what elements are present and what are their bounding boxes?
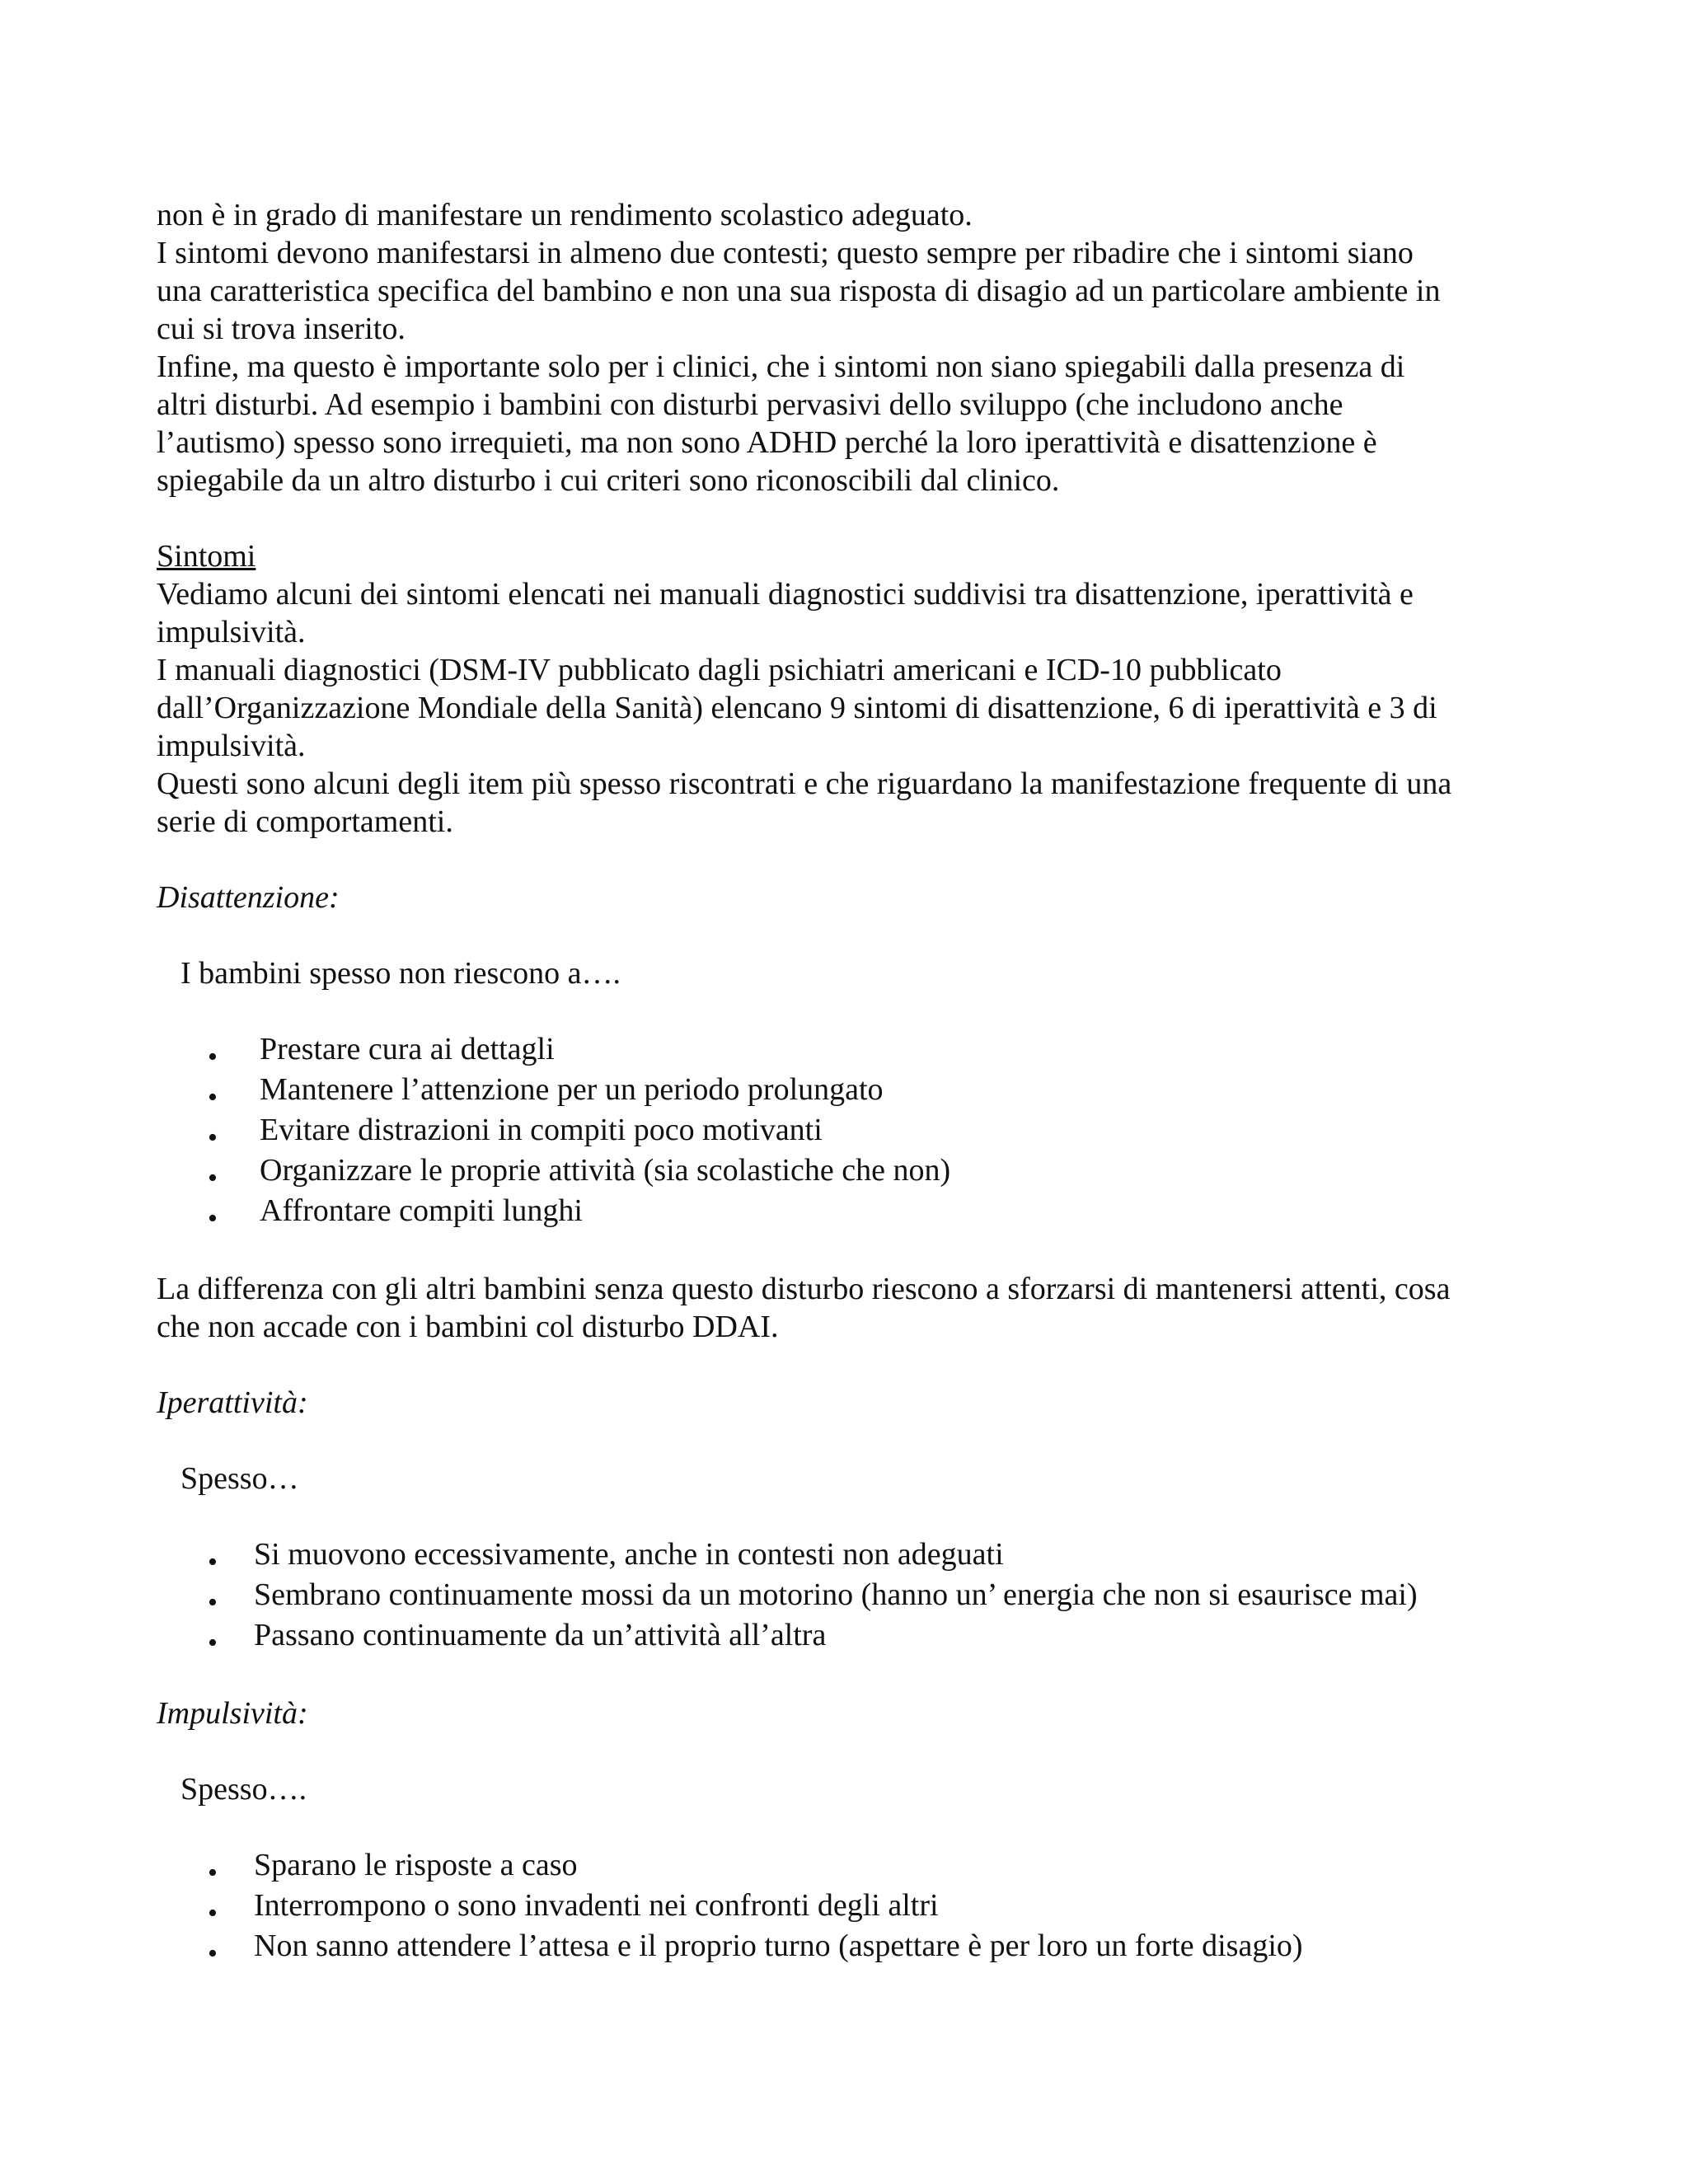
text-line: I sintomi devono manifestarsi in almeno due contesti; questo sempre per ribadire che i sintomi siano: [157, 236, 1414, 270]
section-intro: I bambini spesso non riescono a….: [181, 956, 621, 991]
bullet-icon: •: [208, 1042, 218, 1072]
bullet-list-impulsivita: [157, 1846, 1558, 1967]
text-line: che non accade con i bambini col disturbo DDAI.: [157, 1310, 779, 1344]
bullet-icon: •: [208, 1547, 218, 1577]
section-heading-impulsivita: Impulsività:: [157, 1696, 308, 1731]
text-line: impulsività.: [157, 615, 306, 649]
section-disattenzione: [157, 879, 1558, 1346]
bullet-icon: •: [208, 1898, 218, 1929]
text-line: impulsività.: [157, 729, 306, 763]
bullet-icon: •: [208, 1163, 218, 1193]
paragraph-criteria: [157, 196, 1558, 499]
text-line: La differenza con gli altri bambini senza questo disturbo riescono a sforzarsi di mantenersi attenti, cosa: [157, 1272, 1451, 1306]
section-sintomi: [157, 537, 1558, 841]
text-line: dall’Organizzazione Mondiale della Sanità) elencano 9 sintomi di disattenzione, 6 di iperattività e 3 di: [157, 691, 1437, 725]
document-page: [157, 196, 1558, 1967]
text-line: Questi sono alcuni degli item più spesso riscontrati e che riguardano la manifestazione frequente di una: [157, 766, 1452, 801]
bullet-icon: •: [208, 1628, 218, 1658]
list-item-text: Sembrano continuamente mossi da un motorino (hanno un’ energia che non si esaurisce mai): [254, 1577, 1418, 1612]
list-item: [157, 1030, 1558, 1071]
bullet-list-disattenzione: [157, 1030, 1558, 1232]
list-item: [157, 1192, 1558, 1232]
bullet-icon: •: [208, 1587, 218, 1618]
list-item: [157, 1535, 1558, 1576]
text-line: cui si trova inserito.: [157, 312, 406, 346]
text-line: I manuali diagnostici (DSM-IV pubblicato dagli psichiatri americani e ICD-10 pubblicato: [157, 653, 1282, 687]
list-item-text: Sparano le risposte a caso: [254, 1848, 578, 1882]
list-item-text: Mantenere l’attenzione per un periodo prolungato: [260, 1072, 884, 1107]
list-item-text: Interrompono o sono invadenti nei confronti degli altri: [254, 1888, 939, 1923]
text-line: l’autismo) spesso sono irrequieti, ma non sono ADHD perché la loro iperattività e disattenzione è: [157, 425, 1377, 460]
list-item-text: Evitare distrazioni in compiti poco motivanti: [260, 1113, 823, 1147]
list-item-text: Organizzare le proprie attività (sia scolastiche che non): [260, 1153, 951, 1188]
text-line: una caratteristica specifica del bambino e non una sua risposta di disagio ad un particolare ambiente in: [157, 274, 1441, 308]
bullet-icon: •: [208, 1122, 218, 1153]
bullet-icon: •: [208, 1938, 218, 1969]
section-iperattivita: [157, 1384, 1558, 1657]
text-line: altri disturbi. Ad esempio i bambini con disturbi pervasivi dello sviluppo (che includono anche: [157, 387, 1343, 422]
text-line: non è in grado di manifestare un rendimento scolastico adeguato.: [157, 198, 973, 232]
list-item: [157, 1616, 1558, 1657]
text-line: Vediamo alcuni dei sintomi elencati nei manuali diagnostici suddivisi tra disattenzione, iperattività e: [157, 577, 1414, 612]
section-impulsivita: [157, 1694, 1558, 1967]
list-item-text: Passano continuamente da un’attività all’altra: [254, 1618, 827, 1652]
section-intro: Spesso…: [181, 1461, 299, 1496]
list-item-text: Prestare cura ai dettagli: [260, 1032, 555, 1066]
text-line: spiegabile da un altro disturbo i cui criteri sono riconoscibili dal clinico.: [157, 463, 1060, 498]
list-item: [157, 1111, 1558, 1151]
bullet-icon: •: [208, 1082, 218, 1113]
list-item: [157, 1886, 1558, 1927]
list-item-text: Non sanno attendere l’attesa e il proprio turno (aspettare è per loro un forte disagio): [254, 1929, 1303, 1963]
section-heading-sintomi: Sintomi: [157, 539, 256, 574]
list-item: [157, 1846, 1558, 1886]
bullet-list-iperattivita: [157, 1535, 1558, 1657]
section-heading-disattenzione: Disattenzione:: [157, 880, 340, 915]
text-line: serie di comportamenti.: [157, 804, 453, 839]
list-item-text: Si muovono eccessivamente, anche in contesti non adeguati: [254, 1537, 1004, 1572]
text-line: Infine, ma questo è importante solo per i clinici, che i sintomi non siano spiegabili dalla presenza di: [157, 349, 1405, 384]
section-intro: Spesso….: [181, 1772, 307, 1807]
list-item: [157, 1151, 1558, 1192]
list-item: [157, 1576, 1558, 1616]
list-item-text: Affrontare compiti lunghi: [260, 1193, 583, 1228]
section-heading-iperattivita: Iperattività:: [157, 1385, 308, 1420]
list-item: [157, 1071, 1558, 1111]
bullet-icon: •: [208, 1203, 218, 1234]
list-item: [157, 1927, 1558, 1967]
bullet-icon: •: [208, 1858, 218, 1888]
